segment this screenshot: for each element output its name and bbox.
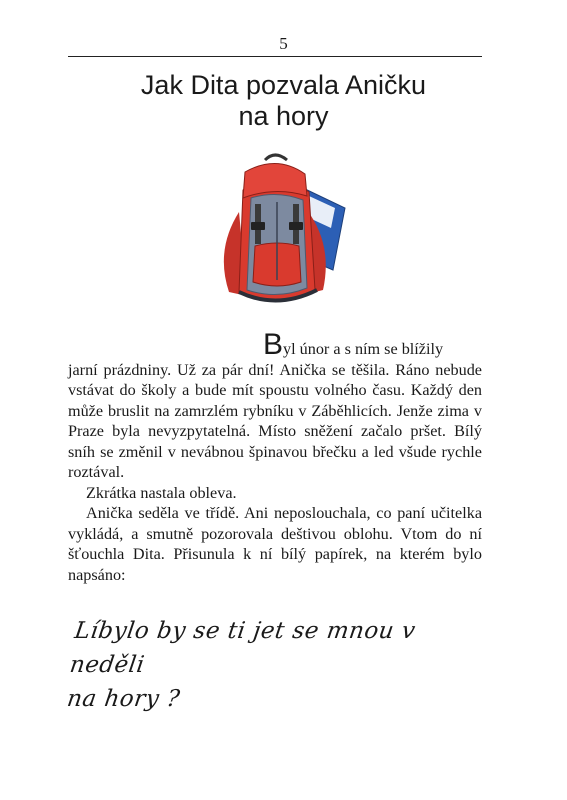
handwritten-note-line-2: na hory ? — [65, 686, 182, 712]
page-number: 5 — [279, 34, 288, 53]
header-rule — [68, 56, 482, 57]
paragraph-1 — [68, 328, 482, 483]
paragraph-1-text: jarní prázdniny. Už za pár dní! Anička se těšila. Ráno nebude vstávat do školy a bude mít spoustu volného času. Každý den může bruslit na zamrzlém rybníku v Záběhlicích. Jenže zima v Praze byla nevyzpytatelná. Místo sněžení začalo pršet. Bílý sníh se změnil v nevábnou špinavou břečku a led všude rychle roztával. — [68, 360, 482, 481]
handwritten-note — [63, 614, 497, 716]
first-line — [68, 328, 482, 361]
chapter-title — [0, 70, 567, 132]
first-line-text: yl únor a s ním se blížily — [283, 340, 444, 358]
chapter-title-line-2: na hory — [238, 101, 329, 131]
handwritten-note-line-1: Líbylo by se ti jet se mnou v neděli — [68, 618, 418, 678]
paragraph-3: Anička seděla ve třídě. Ani neposlouchala, co paní učitelka vykládá, a smutně pozorovala deštivou oblohu. Vtom do ní šťouchla Dita. Přisunula k ní bílý papírek, na kterém bylo napsáno: — [68, 504, 482, 584]
paragraph-2: Zkrátka nastala obleva. — [86, 483, 237, 502]
drop-cap: B — [263, 328, 284, 361]
backpack-icon — [195, 150, 365, 310]
story-text — [68, 328, 482, 585]
chapter-title-line-1: Jak Dita pozvala Aničku — [140, 70, 427, 100]
